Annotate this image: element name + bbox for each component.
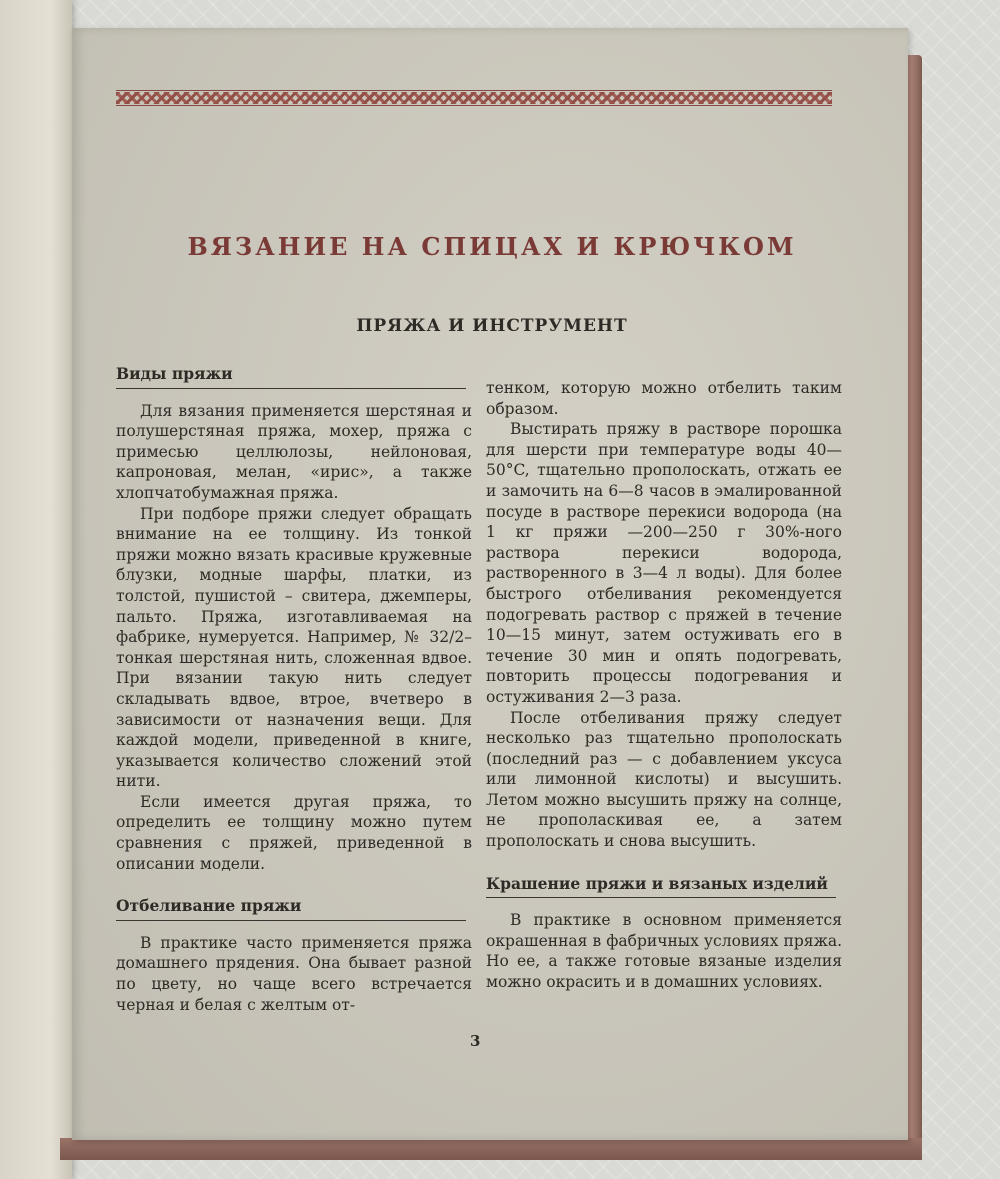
paragraph: Для вязания применяется шерстяная и полушерстяная пряжа, мохер, пряжа с примесью целлюлозы, нейлоновая, капроновая, мелан, «ирис», а также хлопчатобумажная пряжа. bbox=[116, 401, 472, 502]
paragraph-continuation: тенком, которую можно отбелить таким образом. bbox=[486, 379, 842, 418]
page-number: 3 bbox=[470, 1032, 481, 1050]
paragraph: В практике в основном применяется окрашенная в фабричных условиях пряжа. Но ее, а также готовые вязаные изделия можно окрасить и в домашних условиях. bbox=[486, 911, 842, 992]
left-page-edge bbox=[0, 0, 72, 1179]
section-heading-yarn-types: Виды пряжи bbox=[116, 364, 466, 389]
book-page bbox=[72, 28, 908, 1140]
spacer bbox=[486, 852, 842, 874]
spacer bbox=[116, 874, 472, 896]
section-heading-yarn-dyeing: Крашение пряжи и вязаных изделий bbox=[486, 874, 836, 899]
right-column bbox=[486, 378, 842, 993]
paragraph: В практике часто применяется пряжа домашнего прядения. Она бывает разной по цвету, но чаще всего встречается черная и белая с желтым от- bbox=[116, 933, 472, 1014]
paragraph: Если имеется другая пряжа, то определить ее толщину можно путем сравнения с пряжей, приведенной в описании модели. bbox=[116, 792, 472, 873]
book-cover-bottom bbox=[60, 1138, 922, 1160]
chapter-subtitle: ПРЯЖА И ИНСТРУМЕНТ bbox=[356, 316, 628, 336]
paragraph: После отбеливания пряжу следует несколько раз тщательно прополоскать (последний раз — с добавлением уксуса или лимонной кислоты) и высушить. Летом можно высушить пряжу на солнце, не прополаскивая ее, а затем прополоскать и снова высушить. bbox=[486, 708, 842, 851]
chapter-title: ВЯЗАНИЕ НА СПИЦАХ И КРЮЧКОМ bbox=[187, 232, 797, 261]
section-heading-yarn-bleaching: Отбеливание пряжи bbox=[116, 896, 466, 921]
paragraph: При подборе пряжи следует обращать внимание на ее толщину. Из тонкой пряжи можно вязать красивые кружевные блузки, модные шарфы, платки, из толстой, пушистой – свитера, джемперы, пальто. Пряжа, изготавливаемая на фабрике, нумеруется. Например, № 32/2– тонкая шерстяная нить, сложенная вдвое. При вязании такую нить следует складывать вдвое, втрое, вчетверо в зависимости от назначения вещи. Для каждой модели, приведенной в книге, указывается количество сложений этой нити. bbox=[116, 504, 472, 791]
header-ornament-border bbox=[116, 92, 832, 104]
left-column bbox=[116, 364, 472, 1015]
paragraph: Выстирать пряжу в растворе порошка для шерсти при температуре воды 40—50°C, тщательно прополоскать, отжать ее и замочить на 6—8 часов в эмалированной посуде в растворе перекиси водорода (на 1 кг пряжи —200—250 г 30%-ного раствора перекиси водорода, растворенного в 3—4 л воды). Для более быстрого отбеливания рекомендуется подогревать раствор с пряжей в течение 10—15 минут, затем остуживать его в течение 30 мин и опять подогревать, повторить процессы подогревания и остуживания 2—3 раза. bbox=[486, 420, 842, 706]
